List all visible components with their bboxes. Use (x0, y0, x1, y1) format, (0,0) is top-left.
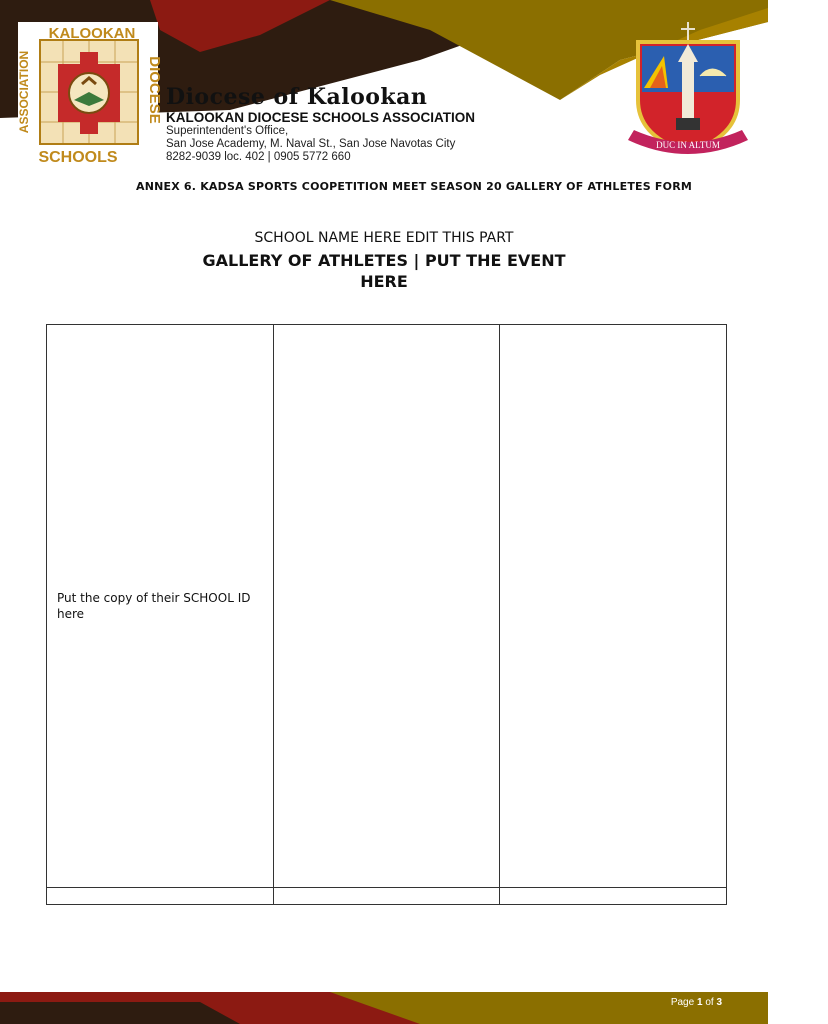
crest-motto: DUC IN ALTUM (656, 140, 720, 150)
athlete-photo-cell[interactable] (273, 887, 500, 904)
athlete-photo-cell[interactable]: Put the copy of their SCHOOL ID here (47, 325, 274, 888)
athlete-photo-cell[interactable] (500, 887, 727, 904)
grid-row (47, 887, 727, 904)
footer-banner (0, 992, 768, 1024)
gallery-title-line2: HERE (360, 272, 408, 291)
school-name-placeholder[interactable]: SCHOOL NAME HERE EDIT THIS PART (254, 230, 514, 246)
annex-title: ANNEX 6. KADSA SPORTS COOPETITION MEET SEASON 20 GALLERY OF ATHLETES FORM (135, 180, 693, 193)
address-line: San Jose Academy, M. Naval St., San Jose Navotas City (166, 138, 456, 150)
athlete-photo-cell[interactable] (273, 325, 500, 888)
diocese-crest (622, 22, 754, 170)
contact-line: 8282-9039 loc. 402 | 0905 5772 660 (166, 151, 351, 163)
association-name: KALOOKAN DIOCESE SCHOOLS ASSOCIATION (166, 110, 476, 125)
page-number (671, 997, 722, 1008)
gallery-title[interactable] (0, 250, 768, 292)
page-total: 3 (716, 997, 722, 1008)
office-line: Superintendent's Office, (166, 125, 289, 137)
kadsa-logo-top-text: KALOOKAN (48, 25, 136, 42)
gallery-title-line1: GALLERY OF ATHLETES | PUT THE EVENT (202, 251, 566, 270)
kadsa-logo-bottom-text: SCHOOLS (38, 149, 118, 166)
page-of: of (705, 997, 714, 1008)
kadsa-logo (17, 22, 163, 166)
page-current: 1 (696, 997, 703, 1008)
kadsa-logo-right-text: DIOCESE (146, 56, 163, 124)
grid-row (47, 325, 727, 888)
athlete-photo-cell[interactable] (500, 325, 727, 888)
diocese-title: Diocese of Kalookan (166, 84, 428, 110)
page-label: Page (670, 997, 695, 1008)
athlete-photo-cell[interactable] (47, 887, 274, 904)
kadsa-logo-side-text: ASSOCIATION (17, 50, 31, 134)
athletes-grid (46, 324, 727, 905)
cross-icon (681, 22, 695, 42)
